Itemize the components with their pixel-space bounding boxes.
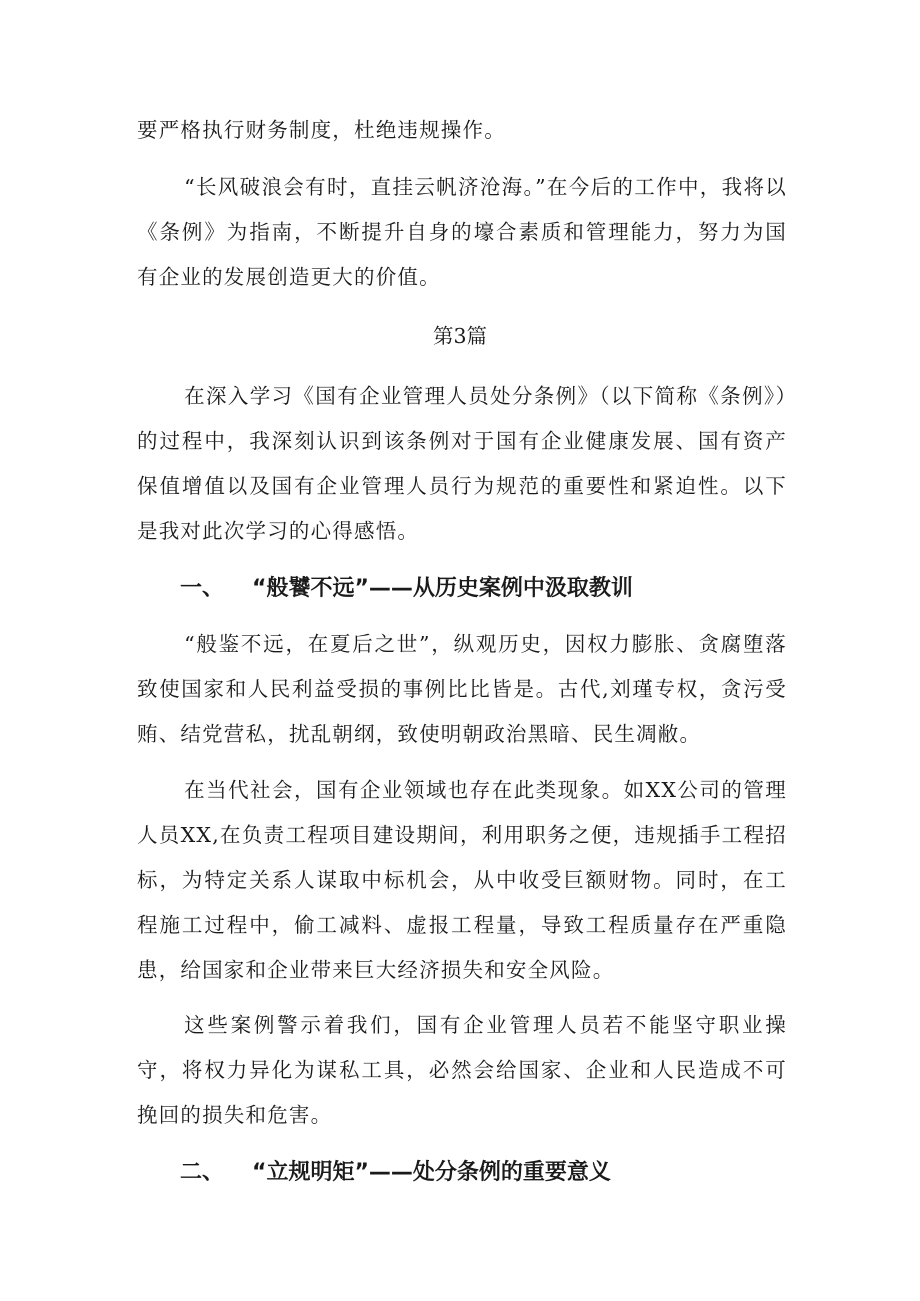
- paragraph-quote-conclusion: “长风破浪会有时，直挂云帆济沧海。”在今后的工作中，我将以《条例》为指南，不断提升自身的壕合素质和管理能力，努力为国有企业的发展创造更大的价值。: [137, 175, 787, 289]
- heading-two: [180, 1155, 611, 1191]
- paragraph-introduction: 在深入学习《国有企业管理人员处分条例》（以下简称《条例》）的过程中，我深刻认识到该条例对于国有企业健康发展、国有资产保值增值以及国有企业管理人员行为规范的重要性和紧迫性。以下是我对此次学习的心得感悟。: [137, 384, 787, 543]
- heading-one-number: 一、: [180, 576, 225, 601]
- heading-two-number: 二、: [180, 1160, 225, 1185]
- paragraph-closing-line: 要严格执行财务制度，杜绝违规操作。: [137, 118, 506, 142]
- paragraph-warning: 这些案例警示着我们，国有企业管理人员若不能坚守职业操守，将权力异化为谋私工具，必然会给国家、企业和人民造成不可挽回的损失和危害。: [137, 1013, 787, 1127]
- paragraph-modern-case: 在当代社会，国有企业领域也存在此类现象。如XX公司的管理人员XX,在负责工程项目建设期间，利用职务之便，违规插手工程招标，为特定关系人谋取中标机会，从中收受巨额财物。同时，在工程施工过程中，偷工减料、虚报工程量，导致工程质量存在严重隐患，给国家和企业带来巨大经济损失和安全风险。: [137, 778, 787, 982]
- paragraph-historical-case: “般鉴不远，在夏后之世”，纵观历史，因权力膨胀、贪腐堕落致使国家和人民利益受损的事例比比皆是。古代,刘瑾专权，贪污受贿、结党营私，扰乱朝纲，致使明朝政治黑暗、民生凋敝。: [137, 632, 787, 746]
- heading-one-text: “般饕不远”——从历史案例中汲取教训: [252, 576, 633, 601]
- heading-two-text: “立规明矩”——处分条例的重要意义: [252, 1160, 611, 1185]
- section-title: 第3篇: [432, 324, 488, 348]
- heading-one: [180, 571, 633, 607]
